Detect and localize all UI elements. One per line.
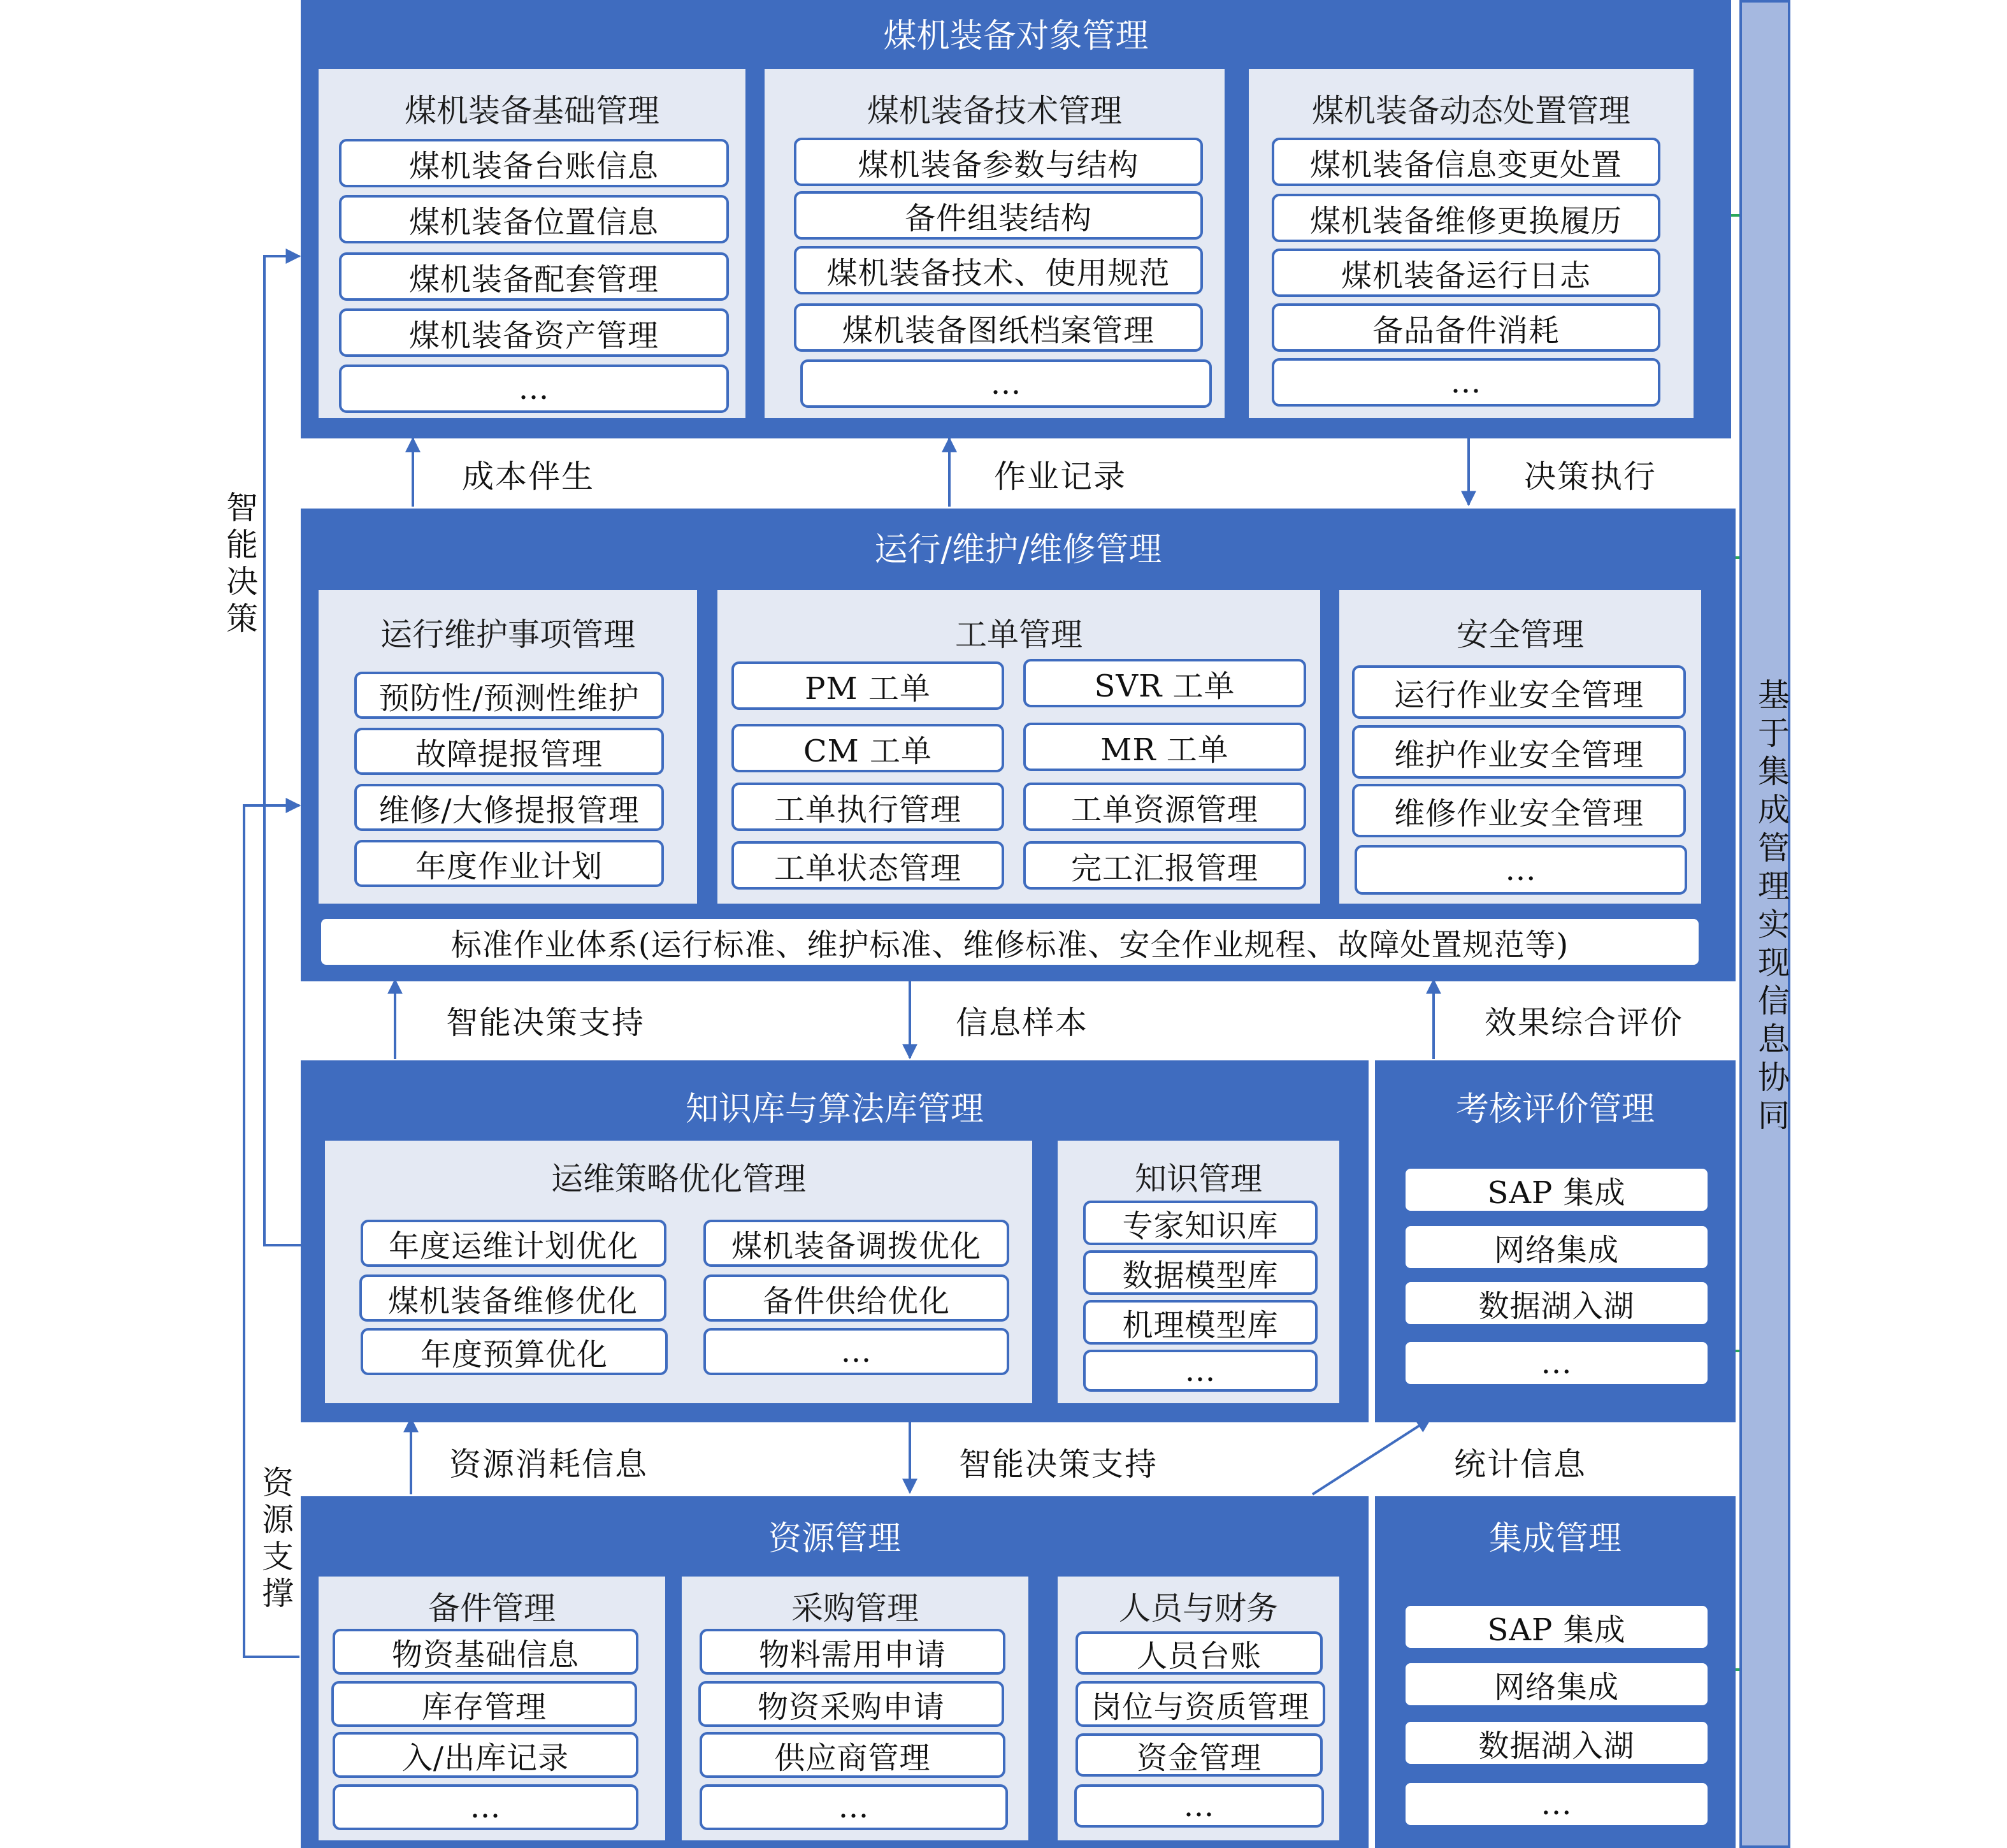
list-item: 专家知识库 [1083,1201,1318,1245]
list-item: 运行作业安全管理 [1352,665,1686,719]
knowledge-mgmt-panel [1058,1141,1339,1403]
list-item: 维修作业安全管理 [1352,784,1686,837]
list-item: 数据模型库 [1083,1250,1318,1295]
list-item: 人员台账 [1075,1631,1323,1675]
assessment-section [1375,1060,1736,1422]
list-item: 煤机装备维修优化 [359,1274,666,1322]
list-item: 资金管理 [1075,1733,1323,1777]
list-item: 物资采购申请 [698,1681,1004,1727]
operation-section [301,509,1736,981]
panel-title: 煤机装备动态处置管理 [1312,92,1630,129]
link-label-record: 作业记录 [994,458,1126,495]
equipment-section [301,0,1731,438]
list-item: 煤机装备运行日志 [1272,249,1660,297]
link-label-cost: 成本伴生 [462,458,594,495]
panel-title: 安全管理 [1457,616,1584,653]
panel-title: 煤机装备技术管理 [867,92,1122,129]
list-item: 煤机装备资产管理 [339,308,729,357]
list-item: 煤机装备调拨优化 [703,1220,1009,1267]
knowledge-section [301,1060,1369,1422]
knowledge-title: 知识库与算法库管理 [685,1090,984,1129]
list-item: 网络集成 [1403,1224,1710,1271]
equipment-tech-panel [765,69,1225,418]
list-item: SAP 集成 [1403,1603,1710,1650]
panel-title: 工单管理 [955,616,1083,653]
strategy-panel [325,1141,1032,1403]
list-item: … [1272,358,1660,407]
link-label-sample: 信息样本 [956,1004,1088,1041]
operation-matters-panel [319,590,697,904]
list-item: 年度作业计划 [354,840,664,887]
list-item: … [333,1784,638,1830]
list-item: 年度运维计划优化 [361,1220,666,1267]
standard-system-bar: 标准作业体系(运行标准、维护标准、维修标准、安全作业规程、故障处置规范等) [319,916,1701,967]
list-item: 煤机装备配套管理 [339,252,729,301]
link-label-support-mid: 智能决策支持 [446,1004,645,1041]
resource-section [301,1496,1369,1848]
list-item: 煤机装备图纸档案管理 [794,303,1203,352]
workorder-panel [717,590,1320,904]
list-item: ... [1355,845,1687,895]
staff-panel [1058,1577,1339,1840]
link-label-stats: 统计信息 [1454,1446,1586,1483]
list-item: 数据湖入湖 [1403,1280,1710,1327]
safety-panel [1339,590,1701,904]
list-item: 网络集成 [1403,1661,1710,1708]
list-item: … [339,365,729,413]
list-item: ... [1403,1339,1710,1387]
decision-label: 智能决策 [221,491,258,639]
info-sync-bar [1739,0,1790,1848]
list-item: 机理模型库 [1083,1300,1318,1345]
list-item: 煤机装备台账信息 [339,139,729,187]
list-item: SAP 集成 [1403,1166,1710,1213]
list-item: … [800,359,1212,408]
list-item: 工单资源管理 [1023,783,1306,831]
panel-title: 人员与财务 [1119,1590,1278,1627]
list-item: 故障提报管理 [354,728,664,775]
list-item: MR 工单 [1023,723,1306,771]
purchase-panel [682,1577,1028,1840]
list-item: 煤机装备参数与结构 [794,138,1203,186]
arrow-stats [1313,1418,1430,1494]
panel-title: 采购管理 [791,1590,919,1627]
panel-title: 煤机装备基础管理 [405,92,659,129]
link-label-evaluate: 效果综合评价 [1485,1004,1683,1041]
arrow-decision-feedback [264,256,303,1245]
list-item: 备件供给优化 [703,1274,1009,1322]
list-item: 物料需用申请 [700,1629,1005,1675]
list-item: 维护作业安全管理 [1352,725,1686,779]
list-item: 数据湖入湖 [1403,1719,1710,1766]
list-item: 预防性/预测性维护 [354,672,664,719]
list-item: … [1074,1784,1324,1828]
list-item: … [700,1784,1008,1830]
link-label-support-low: 智能决策支持 [959,1446,1158,1483]
info-sync-title: 基于集成管理实现信息协同 [1753,678,1790,1137]
equipment-dynamic-panel [1249,69,1694,418]
list-item: 煤机装备维修更换履历 [1272,194,1660,242]
panel-title: 运行维护事项管理 [380,616,635,653]
list-item: ... [1403,1780,1710,1828]
list-item: 备品备件消耗 [1272,303,1660,352]
list-item: 备件组装结构 [794,191,1203,240]
list-item: 煤机装备位置信息 [339,195,729,243]
list-item: SVR 工单 [1023,659,1306,707]
panel-title: 备件管理 [428,1590,556,1627]
assessment-title: 考核评价管理 [1455,1090,1655,1129]
integration-title: 集成管理 [1488,1520,1622,1558]
operation-title: 运行/维护/维修管理 [874,531,1162,569]
panel-title: 知识管理 [1135,1160,1262,1197]
list-item: 供应商管理 [700,1732,1005,1778]
integration-section [1375,1496,1736,1848]
link-label-decision: 决策执行 [1524,458,1657,495]
panel-title: 运维策略优化管理 [551,1160,806,1197]
list-item: 库存管理 [331,1681,637,1727]
resource-support-label: 资源支撑 [257,1466,294,1613]
list-item: 煤机装备技术、使用规范 [794,246,1203,294]
list-item: 年度预算优化 [361,1328,668,1375]
resource-title: 资源管理 [768,1520,901,1558]
equipment-basic-panel [319,69,745,418]
list-item: PM 工单 [731,661,1004,710]
list-item: 煤机装备信息变更处置 [1272,138,1660,186]
list-item: 工单状态管理 [731,841,1004,890]
list-item: CM 工单 [731,724,1004,772]
list-item: … [1083,1350,1318,1392]
list-item: 工单执行管理 [731,783,1004,831]
link-label-consume: 资源消耗信息 [449,1446,648,1483]
spare-panel [319,1577,665,1840]
list-item: … [703,1328,1009,1375]
list-item: 物资基础信息 [333,1629,638,1675]
list-item: 岗位与资质管理 [1075,1681,1325,1727]
list-item: 完工汇报管理 [1023,841,1306,890]
list-item: 入/出库记录 [333,1732,638,1778]
list-item: 维修/大修提报管理 [354,784,664,831]
equipment-title: 煤机装备对象管理 [883,17,1149,55]
